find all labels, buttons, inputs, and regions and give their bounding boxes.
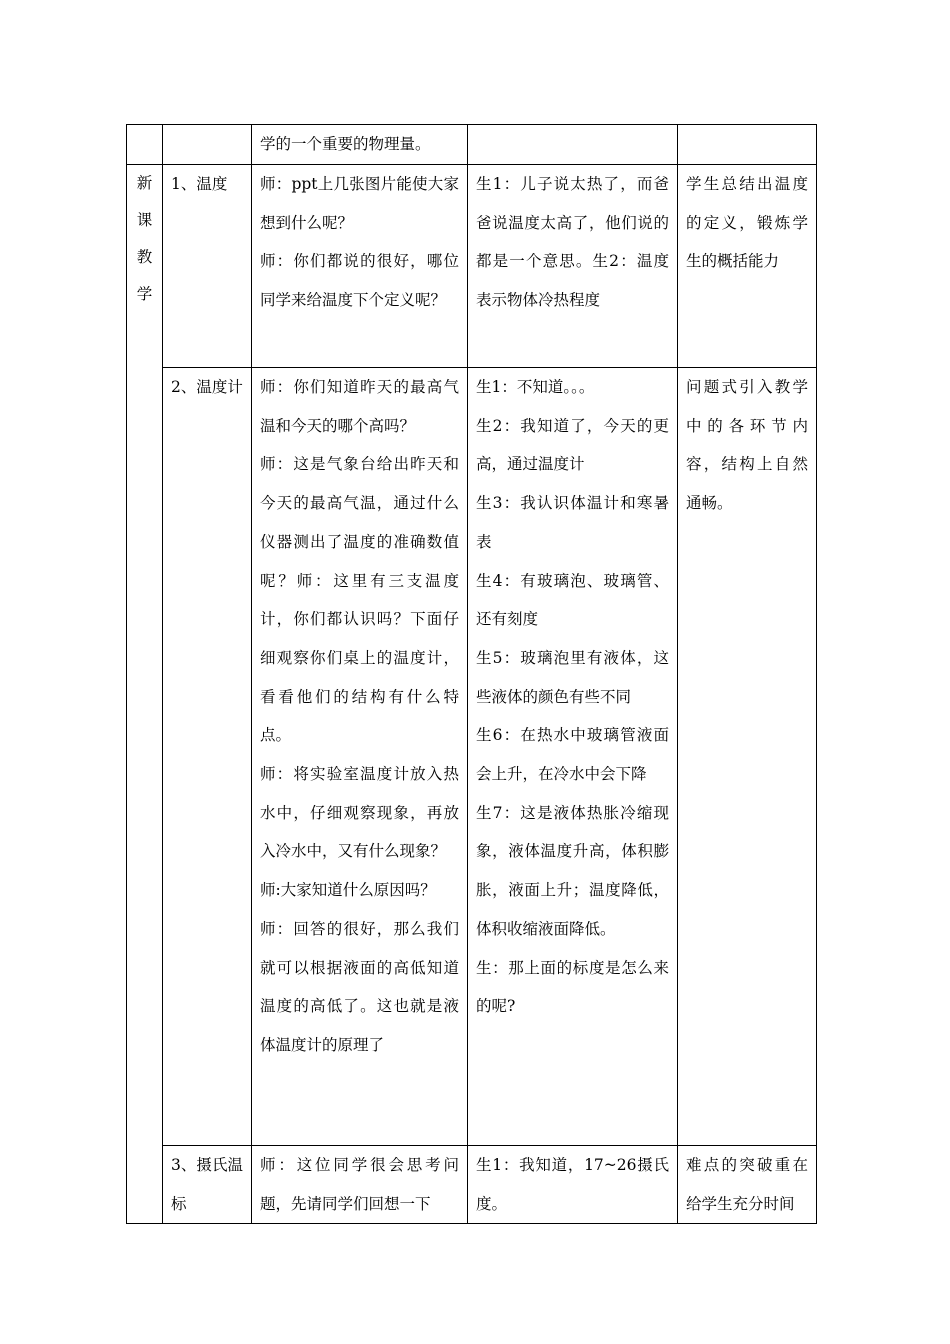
section-label: 新课教学 bbox=[136, 174, 153, 303]
topic-cell bbox=[163, 368, 252, 1146]
section-cell bbox=[127, 165, 163, 1224]
topic-label: 1、温度 bbox=[171, 175, 228, 193]
design-intent-cell bbox=[678, 368, 817, 1146]
teacher-activity-cell bbox=[252, 125, 468, 165]
topic-cell bbox=[163, 1146, 252, 1224]
student-activity-cell bbox=[468, 165, 678, 368]
teacher-activity-cell bbox=[252, 165, 468, 368]
section-cell-empty bbox=[127, 125, 163, 165]
teacher-activity-cell bbox=[252, 1146, 468, 1224]
design-intent-text: 难点的突破重在给学生充分时间 bbox=[686, 1156, 808, 1213]
table-row bbox=[127, 165, 817, 368]
table-row bbox=[127, 1146, 817, 1224]
teacher-activity-cell bbox=[252, 368, 468, 1146]
topic-cell-empty bbox=[163, 125, 252, 165]
design-intent-cell bbox=[678, 165, 817, 368]
teacher-activity-text: 师：ppt上几张图片能使大家想到什么呢？ 师：你们都说的很好，哪位同学来给温度下个定义呢？ bbox=[260, 175, 459, 310]
teacher-activity-text: 师：你们知道昨天的最高气温和今天的哪个高吗？ 师：这是气象台给出昨天和今天的最高气温，通过什么仪器测出了温度的准确数值呢？师：这里有三支温度计，你们都认识吗？下面仔细观察你们桌上的温度计，看看他们的结构有什么特点。 师：将实验室温度计放入热水中，仔细观察现象，再放入冷水中，又有什么现象？ 师:大家知道什么原因吗？ 师：回答的很好，那么我们就可以根据液面的高低知道温度的高低了。这也就是液体温度计的原理了 bbox=[260, 378, 459, 1054]
design-intent-text: 问题式引入教学中的各环节内容，结构上自然通畅。 bbox=[686, 378, 808, 513]
table-row bbox=[127, 125, 817, 165]
student-activity-text: 生1：不知道。。。 生2：我知道了，今天的更高，通过温度计 生3：我认识体温计和寒暑表 生4：有玻璃泡、玻璃管、还有刻度 生5：玻璃泡里有液体，这些液体的颜色有些不同 生6：在热水中玻璃管液面会上升，在冷水中会下降 生7：这是液体热胀冷缩现象，液体温度升高，体积膨胀，液面上升；温度降低，体积收缩液面降低。 生：那上面的标度是怎么来的呢? bbox=[476, 378, 669, 1016]
student-activity-cell bbox=[468, 1146, 678, 1224]
lesson-plan-table bbox=[126, 124, 817, 1224]
topic-label: 2、温度计 bbox=[171, 378, 243, 396]
table-row bbox=[127, 368, 817, 1146]
student-activity-text: 生1：我知道，17~26摄氏度。 bbox=[476, 1156, 669, 1213]
teacher-activity-text: 学的一个重要的物理量。 bbox=[260, 135, 431, 153]
student-activity-cell bbox=[468, 368, 678, 1146]
design-intent-cell-empty bbox=[678, 125, 817, 165]
design-intent-cell bbox=[678, 1146, 817, 1224]
student-activity-text: 生1：儿子说太热了，而爸爸说温度太高了，他们说的都是一个意思。生2：温度表示物体冷热程度 bbox=[476, 175, 669, 310]
student-activity-cell-empty bbox=[468, 125, 678, 165]
topic-label: 3、摄氏温标 bbox=[171, 1156, 243, 1213]
design-intent-text: 学生总结出温度的定义，锻炼学生的概括能力 bbox=[686, 175, 808, 271]
topic-cell bbox=[163, 165, 252, 368]
teacher-activity-text: 师：这位同学很会思考问题，先请同学们回想一下 bbox=[260, 1156, 459, 1213]
